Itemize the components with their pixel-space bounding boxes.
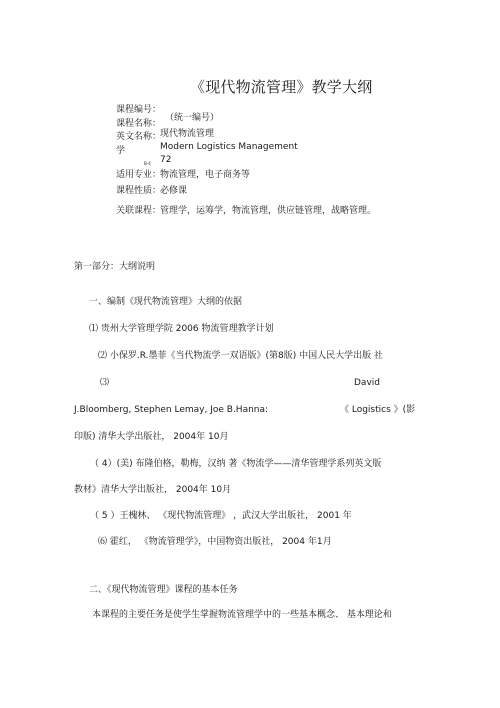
english-name-value-en: Modern Logistics Management	[160, 142, 298, 152]
credit-label: 学	[116, 146, 126, 156]
reference-1: ⑴ 贵州大学管理学院 2006 物流管理教学计划	[89, 324, 274, 334]
course-name-value: （统一编号）	[165, 113, 220, 123]
reference-5: （ 5 ）王槐林、 《现代物流管理》 ，武汉大学出版社， 2001 年	[90, 511, 352, 521]
major-value: 物流管理，电子商务等	[160, 170, 251, 180]
page-title: 《现代物流管理》教学大纲	[190, 78, 373, 96]
reference-3-book-title: 《 Logistics 》(影	[340, 405, 416, 415]
related-value: 管理学，运筹学，物流管理，供应链管理，战略管理。	[160, 206, 377, 216]
english-name-value-cn: 现代物流管理	[160, 129, 215, 139]
part-heading: 第一部分：大纲说明	[74, 262, 156, 272]
section-heading-1: 一、编制《现代物流管理》大纲的依据	[89, 297, 243, 307]
nature-label: 课程性质：	[116, 186, 162, 196]
reference-4-line-1: （ 4）(美) 布隆伯格，勒梅，汉纳 著《物流学——清华管理学系列英文版	[90, 459, 382, 469]
reference-6: ⑹ 霍红， 《物流管理学》，中国物资出版社， 2004 年1月	[98, 537, 332, 547]
english-name-label: 英文名称：	[116, 132, 162, 142]
hours-value: 72	[160, 155, 172, 165]
small-mark: B-4	[144, 161, 151, 166]
reference-3-authors: J.Bloomberg, Stephen Lemay, Joe B.Hanna:	[74, 405, 269, 415]
nature-value: 必修课	[160, 186, 188, 196]
reference-3-author-first: David	[354, 378, 380, 388]
course-code-label: 课程编号：	[116, 105, 162, 115]
reference-2: ⑵ 小保罗.R.墨菲《当代物流学一双语版》(第8版) 中国人民大学出版 社	[98, 351, 383, 361]
reference-3-publisher: 印版) 清华大学出版社， 2004年 10月	[74, 432, 229, 442]
course-name-label: 课程名称：	[116, 119, 162, 129]
reference-3-number: ⑶	[100, 378, 110, 388]
reference-4-line-2: 教材》清华大学出版社， 2004年 10月	[74, 485, 232, 495]
related-label: 关联课程：	[116, 206, 162, 216]
major-label: 适用专业：	[116, 170, 162, 180]
section-heading-2: 二、《现代物流管理》课程的基本任务	[89, 585, 238, 595]
task-paragraph: 本课程的主要任务是使学生掌握物流管理学中的一些基本概念、 基本理论和	[92, 610, 392, 620]
